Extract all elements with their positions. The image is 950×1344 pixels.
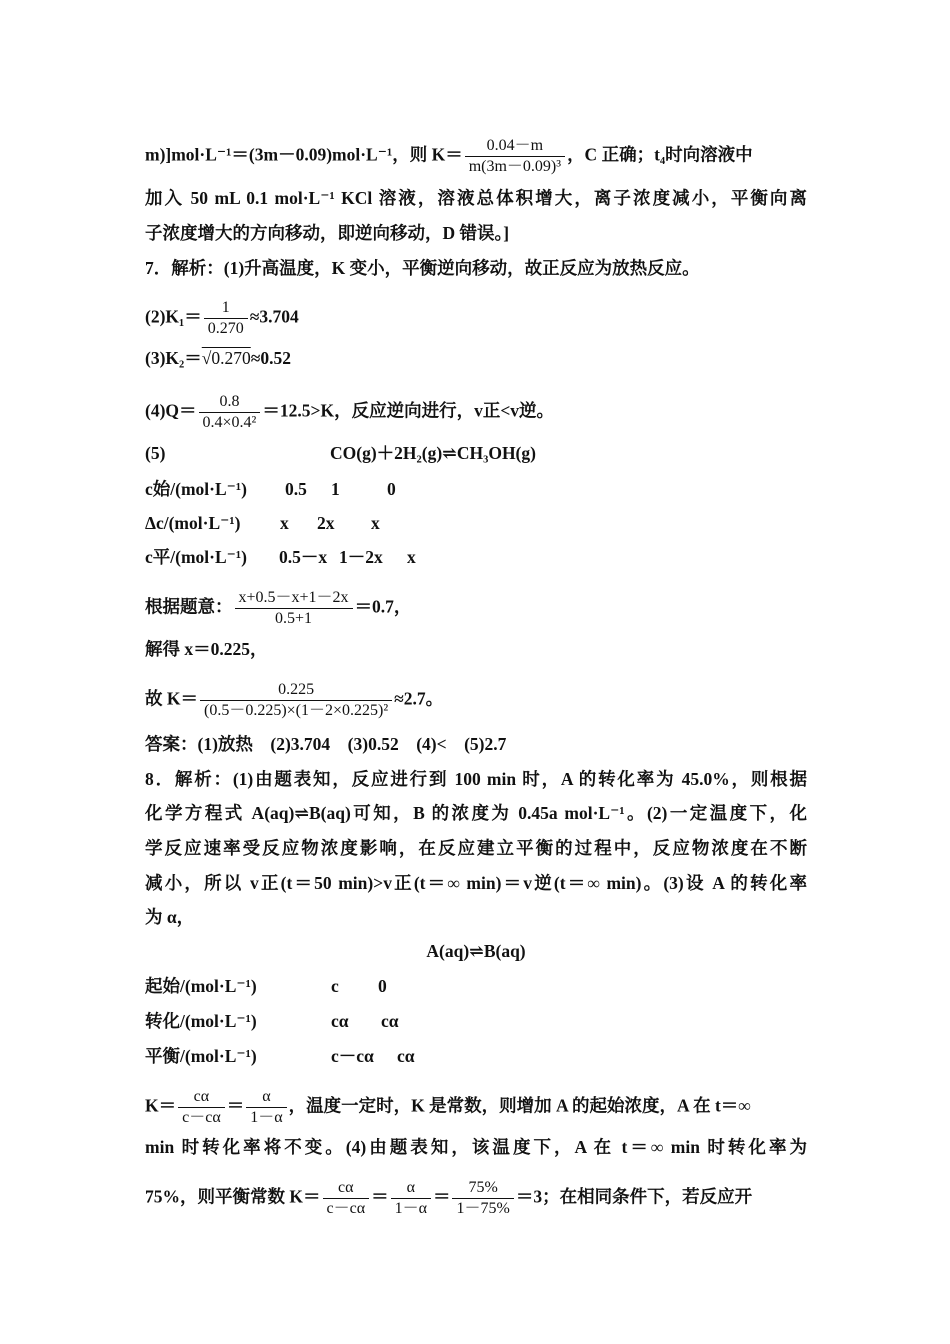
table-row: c始/(mol·L⁻¹) 0.5 1 0 bbox=[145, 479, 396, 499]
table-row: 平衡/(mol·L⁻¹) c－cα cα bbox=[145, 1046, 415, 1066]
q7-line1: 7．解析：(1)升高温度，K 变小，平衡逆向移动，故正反应为放热反应。 bbox=[145, 258, 700, 278]
fraction-q: $\frac{0.8}{\text{0.4×0.4²}}$ bbox=[199, 392, 261, 433]
q8-line3: 学反应速率受反应物浓度影响，在反应建立平衡的过程中，反应物浓度在不断 bbox=[145, 838, 807, 858]
q7-k: 故 K＝ $\frac{0.225}{\text{(0.5－0.225)×(1－2×0.225)²}}$ ≈2.7。 bbox=[145, 681, 444, 719]
q7-part5: (5) CO(g)＋2H₂(g)⇌CH₃OH(g) bbox=[145, 440, 807, 466]
q8-line4: 减小，所以 v正(t＝50 min)>v正(t＝∞ min)＝v逆(t＝∞ min)。(3)设 A 的转化率 bbox=[145, 873, 807, 893]
q8-line5: 为 α， bbox=[145, 907, 195, 927]
fraction-condition: $\frac{x+0.5-x+1-2x}{0.5+1}$ bbox=[235, 588, 353, 629]
fraction-k8a: $\frac{c\alpha}{c-c\alpha}$ bbox=[178, 1087, 225, 1128]
fraction-k-final: $\frac{0.225}{\text{(0.5－0.225)×(1－2×0.225)²}}$ bbox=[200, 680, 392, 721]
q7-answer: 答案：(1)放热 (2)3.704 (3)0.52 (4)< (5)2.7 bbox=[145, 734, 507, 754]
p1-line3: 子浓度增大的方向移动，即逆向移动，D 错误。] bbox=[145, 223, 510, 243]
q8-line-min: min 时转化率将不变。(4)由题表知，该温度下，A 在 t＝∞ min 时转化率为 bbox=[145, 1137, 807, 1157]
q8-k-line: K＝ $\frac{c\alpha}{c-c\alpha}$ ＝ $\frac{\alpha}{1-\alpha}$ ，温度一定时，K 是常数，则增加 A 的起始浓度，A 在 t＝∞ bbox=[145, 1088, 751, 1126]
table-row: Δc/(mol·L⁻¹) x 2x x bbox=[145, 513, 380, 533]
fraction-k2c: $\frac{75\%}{1-75\%}$ bbox=[452, 1178, 513, 1219]
table-row: c平/(mol·L⁻¹) 0.5－x 1－2x x bbox=[145, 547, 416, 567]
root-0270: √0.270 bbox=[201, 348, 251, 368]
fraction-k2b: $\frac{\alpha}{1-\alpha}$ bbox=[391, 1178, 431, 1219]
q8-line1: 8．解析：(1)由题表知，反应进行到 100 min 时，A 的转化率为 45.0%，则根据 bbox=[145, 769, 807, 789]
fraction-k8b: $\frac{\alpha}{1-\alpha}$ bbox=[246, 1087, 286, 1128]
table-row: 起始/(mol·L⁻¹) c 0 bbox=[145, 976, 387, 996]
table-row: 转化/(mol·L⁻¹) cα cα bbox=[145, 1011, 399, 1031]
q7-k2: (3)K₂＝√0.270≈0.52 bbox=[145, 348, 291, 368]
fraction-k1: $\frac{1}{0.270}$ bbox=[204, 298, 248, 339]
fraction-k2a: $\frac{c\alpha}{c-c\alpha}$ bbox=[323, 1178, 370, 1219]
reaction-equation: CO(g)＋2H₂(g)⇌CH₃OH(g) bbox=[330, 443, 536, 463]
q8-line2: 化学方程式 A(aq)⇌B(aq)可知，B 的浓度为 0.45a mol·L⁻¹。(2)一定温度下，化 bbox=[145, 803, 807, 823]
p1-line2: 加入 50 mL 0.1 mol·L⁻¹ KCl 溶液，溶液总体积增大，离子浓度减小，平衡向离 bbox=[145, 188, 807, 208]
q8-equation: A(aq)⇌B(aq) bbox=[426, 941, 526, 961]
q8-k2-line: 75%，则平衡常数 K＝ $\frac{c\alpha}{c-c\alpha}$ ＝ $\frac{\alpha}{1-\alpha}$ ＝ $\frac{75\%}{1-75\%}$ ＝3；在相同条件下，若反应开 bbox=[145, 1179, 753, 1217]
q7-solve: 解得 x＝0.225， bbox=[145, 639, 268, 659]
q7-condition: 根据题意： $\frac{x+0.5-x+1-2x}{0.5+1}$ ＝0.7， bbox=[145, 589, 412, 627]
q7-q: (4)Q＝ $\frac{0.8}{\text{0.4×0.4²}}$ ＝12.5>K，反应逆向进行，v正<v逆。 bbox=[145, 393, 555, 431]
q7-k1: (2)K₁＝ $\frac{1}{0.270}$ ≈3.704 bbox=[145, 299, 299, 337]
fraction-k: $\frac{0.04-m}{\text{m(3m－0.09)³}}$ bbox=[465, 136, 565, 177]
p1-line1: m)]mol·L⁻¹＝(3m－0.09)mol·L⁻¹，则 K＝ $\frac{0.04-m}{\text{m(3m－0.09)³}}$ ，C 正确；t₄时向溶液中 bbox=[145, 137, 753, 175]
